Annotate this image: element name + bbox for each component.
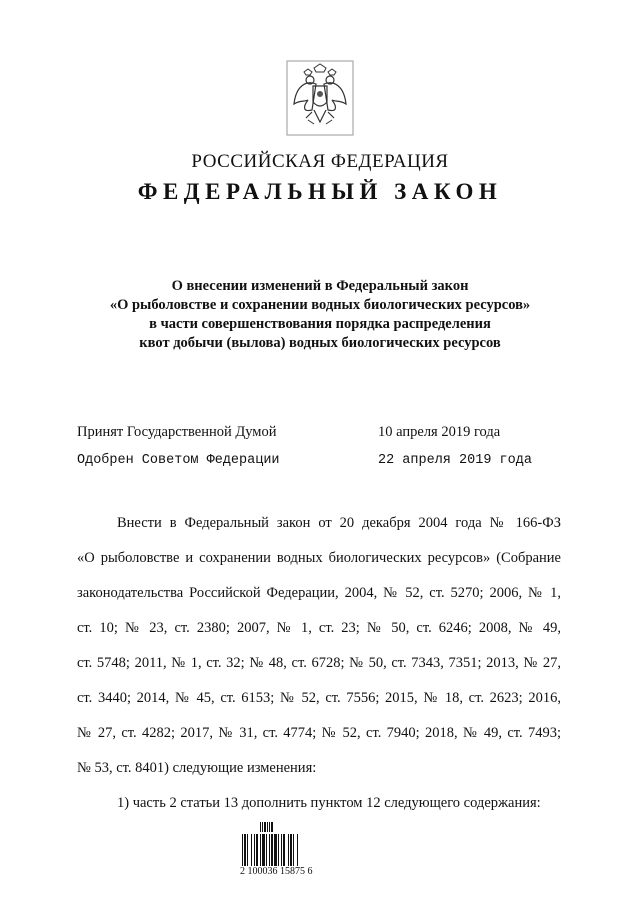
barcode-stripe — [266, 834, 267, 866]
barcode-stripe — [281, 834, 282, 866]
barcode-stripe — [290, 834, 292, 866]
body-line: законодательства Российской Федерации, 2004, № 52, ст. 5270; 2006, № 1, — [77, 585, 561, 601]
barcode-stripe — [251, 834, 252, 866]
body-line: Внести в Федеральный закон от 20 декабря 2004 года № 166-ФЗ — [117, 515, 561, 531]
barcode-stripe — [260, 834, 261, 866]
barcode-stripe — [256, 834, 258, 866]
barcode-stripe — [293, 834, 294, 866]
barcode-stripe — [244, 834, 246, 866]
law-title-line: О внесении изменений в Федеральный закон — [171, 278, 469, 294]
barcode-stripe — [288, 834, 289, 866]
barcode-stripe — [297, 834, 298, 866]
country-name: РОССИЙСКАЯ ФЕДЕРАЦИЯ — [191, 151, 449, 172]
law-title-line: «О рыболовстве и сохранении водных биологических ресурсов» — [109, 297, 531, 313]
barcode-number: 2 100036 15875 6 — [240, 866, 313, 877]
barcode-stripe — [271, 834, 273, 866]
body-line: ст. 3440; 2014, № 45, ст. 6153; № 52, ст. 7556; 2015, № 18, ст. 2623; 2016, — [77, 690, 561, 706]
law-title-line: квот добычи (вылова) водных биологических ресурсов — [139, 335, 501, 351]
body-line: ст. 5748; 2011, № 1, ст. 32; № 48, ст. 6728; № 50, ст. 7343, 7351; 2013, № 27, — [77, 655, 561, 671]
law-title-line: в части совершенствования порядка распределения — [149, 316, 491, 332]
body-line: № 27, ст. 4282; 2017, № 31, ст. 4774; № 52, ст. 7940; 2018, № 49, ст. 7493; — [77, 725, 561, 741]
body-line: № 53, ст. 8401) следующие изменения: — [77, 760, 317, 776]
barcode-stripe — [247, 834, 248, 866]
barcode-stripe — [274, 834, 277, 866]
barcode-stripe — [278, 834, 279, 866]
small-barcode-icon — [260, 822, 274, 832]
duma-adoption-label: Принят Государственной Думой — [77, 424, 277, 440]
council-approval-date: 22 апреля 2019 года — [378, 453, 532, 468]
barcode-stripe — [242, 834, 243, 866]
barcode-stripe — [262, 834, 265, 866]
document-type: ФЕДЕРАЛЬНЫЙ ЗАКОН — [137, 179, 503, 204]
body-line: «О рыболовстве и сохранении водных биологических ресурсов» (Собрание — [77, 550, 561, 566]
barcode-stripe — [254, 834, 255, 866]
barcode-stripe — [269, 834, 270, 866]
council-approval-label: Одобрен Советом Федерации — [77, 453, 280, 468]
barcode-stripe — [283, 834, 285, 866]
barcode — [240, 822, 400, 880]
body-line: ст. 10; № 23, ст. 2380; 2007, № 1, ст. 23; № 50, ст. 6246; 2008, № 49, — [77, 620, 561, 636]
duma-adoption-date: 10 апреля 2019 года — [378, 424, 501, 440]
amendment-item-1: 1) часть 2 статьи 13 дополнить пунктом 12 следующего содержания: — [117, 795, 541, 811]
barcode-bars — [242, 834, 338, 866]
